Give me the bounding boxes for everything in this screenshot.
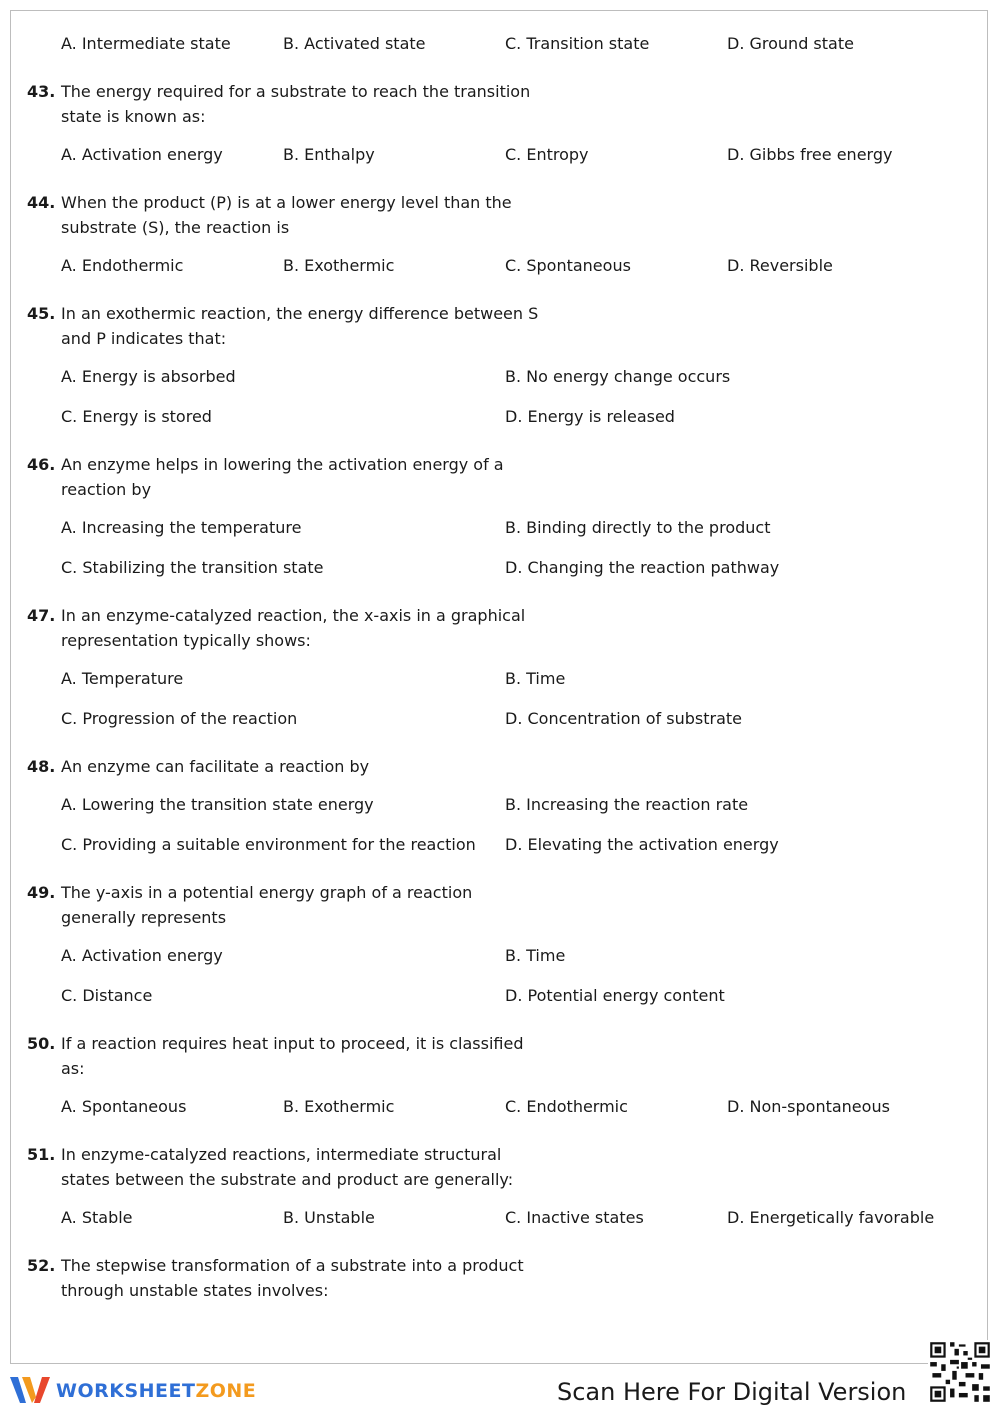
option: C. Distance — [61, 986, 153, 1005]
option: C. Endothermic — [505, 1097, 628, 1116]
option: D. Non-spontaneous — [727, 1097, 890, 1116]
page-footer — [0, 1364, 1000, 1414]
question-42-options — [27, 33, 967, 55]
question-number: 52. — [27, 1256, 56, 1275]
option: B. Exothermic — [283, 256, 395, 275]
option: C. Progression of the reaction — [61, 709, 298, 728]
option: B. Exothermic — [283, 1097, 395, 1116]
question-text: In an exothermic reaction, the energy difference between S and P indicates that: — [61, 304, 539, 348]
option: B. Enthalpy — [283, 145, 375, 164]
option: B. No energy change occurs — [505, 367, 731, 386]
option: A. Temperature — [61, 669, 184, 688]
question-number: 44. — [27, 193, 56, 212]
scan-caption: Scan Here For Digital Version — [557, 1378, 907, 1406]
option: D. Ground state — [727, 34, 854, 53]
option: A. Stable — [61, 1208, 133, 1227]
option: A. Intermediate state — [61, 34, 231, 53]
question-47 — [27, 603, 967, 730]
question-43 — [27, 79, 967, 166]
worksheetzone-logo-icon — [10, 1375, 50, 1407]
option: D. Reversible — [727, 256, 833, 275]
option: D. Potential energy content — [505, 986, 725, 1005]
question-48 — [27, 754, 967, 856]
question-44 — [27, 190, 967, 277]
option: A. Increasing the temperature — [61, 518, 302, 537]
logo-text-zone: ZONE — [195, 1380, 257, 1402]
worksheetzone-logo[interactable] — [10, 1374, 256, 1408]
question-text: In enzyme-catalyzed reactions, intermediate structural states between the substrate and product are generally: — [61, 1145, 514, 1189]
qr-code-icon[interactable] — [928, 1340, 992, 1404]
option: A. Spontaneous — [61, 1097, 187, 1116]
question-number: 51. — [27, 1145, 56, 1164]
option: A. Energy is absorbed — [61, 367, 236, 386]
option: B. Unstable — [283, 1208, 375, 1227]
question-49 — [27, 880, 967, 1007]
question-number: 50. — [27, 1034, 56, 1053]
option: A. Activation energy — [61, 145, 223, 164]
option: C. Transition state — [505, 34, 650, 53]
question-list — [27, 33, 967, 1327]
option: C. Stabilizing the transition state — [61, 558, 324, 577]
option: C. Spontaneous — [505, 256, 631, 275]
question-text: If a reaction requires heat input to proceed, it is classified as: — [61, 1034, 524, 1078]
option: C. Providing a suitable environment for the reaction — [61, 835, 476, 854]
question-46 — [27, 452, 967, 579]
question-51 — [27, 1142, 967, 1229]
worksheet-page — [10, 10, 988, 1364]
option: B. Increasing the reaction rate — [505, 795, 749, 814]
question-50 — [27, 1031, 967, 1118]
question-text: An enzyme helps in lowering the activation energy of a reaction by — [61, 455, 504, 499]
option: D. Energy is released — [505, 407, 675, 426]
question-number: 43. — [27, 82, 56, 101]
question-52 — [27, 1253, 967, 1303]
logo-text-worksheet: WORKSHEET — [56, 1380, 196, 1402]
option: D. Changing the reaction pathway — [505, 558, 780, 577]
option: B. Binding directly to the product — [505, 518, 771, 537]
option: A. Endothermic — [61, 256, 184, 275]
question-text: The y-axis in a potential energy graph of a reaction generally represents — [61, 883, 473, 927]
question-45 — [27, 301, 967, 428]
option: C. Inactive states — [505, 1208, 644, 1227]
option: A. Activation energy — [61, 946, 223, 965]
option: B. Time — [505, 669, 566, 688]
option: B. Time — [505, 946, 566, 965]
option: D. Energetically favorable — [727, 1208, 935, 1227]
question-text: In an enzyme-catalyzed reaction, the x-axis in a graphical representation typically shows: — [61, 606, 526, 650]
question-text: An enzyme can facilitate a reaction by — [61, 757, 370, 776]
question-text: The energy required for a substrate to reach the transition state is known as: — [61, 82, 531, 126]
question-number: 45. — [27, 304, 56, 323]
option: D. Gibbs free energy — [727, 145, 893, 164]
option: B. Activated state — [283, 34, 426, 53]
question-text: When the product (P) is at a lower energy level than the substrate (S), the reaction is — [61, 193, 512, 237]
question-number: 49. — [27, 883, 56, 902]
option: A. Lowering the transition state energy — [61, 795, 374, 814]
option: C. Entropy — [505, 145, 589, 164]
option: C. Energy is stored — [61, 407, 212, 426]
option: D. Concentration of substrate — [505, 709, 743, 728]
option: D. Elevating the activation energy — [505, 835, 779, 854]
question-number: 47. — [27, 606, 56, 625]
question-text: The stepwise transformation of a substrate into a product through unstable states involves: — [61, 1256, 524, 1300]
question-number: 46. — [27, 455, 56, 474]
question-number: 48. — [27, 757, 56, 776]
